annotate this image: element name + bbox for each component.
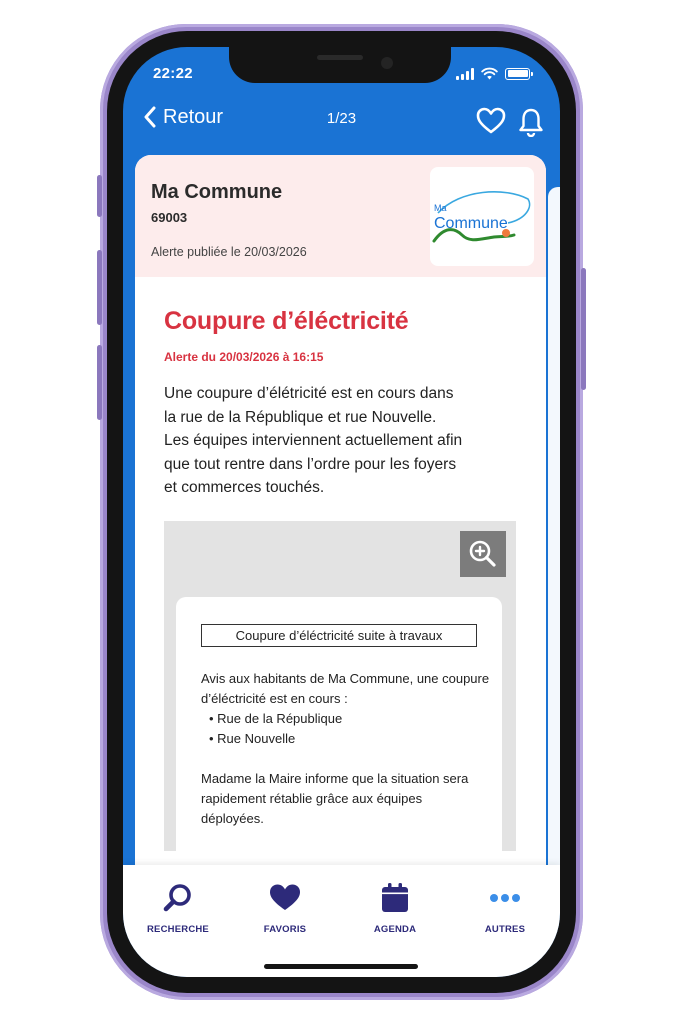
tab-autres[interactable] xyxy=(450,881,560,935)
notice-street-list xyxy=(209,709,502,749)
tab-recherche[interactable] xyxy=(123,881,233,935)
card-body xyxy=(135,277,546,851)
tab-label: AGENDA xyxy=(373,924,417,935)
back-label: Retour xyxy=(163,105,224,128)
published-date: Alerte publiée le 20/03/2026 xyxy=(151,245,307,259)
alert-card xyxy=(135,155,546,895)
calendar-icon xyxy=(380,882,410,914)
next-alert-card-peek[interactable] xyxy=(548,187,560,887)
bottom-tab-bar xyxy=(123,865,560,977)
logo-text-small: Ma xyxy=(434,203,447,213)
status-icons xyxy=(456,67,530,80)
home-indicator[interactable] xyxy=(264,964,418,969)
logo-text-large: Commune xyxy=(434,215,508,232)
zoom-in-icon xyxy=(468,539,498,569)
camera xyxy=(381,57,393,69)
list-item: • Rue Nouvelle xyxy=(209,729,502,749)
tab-favoris[interactable] xyxy=(230,881,340,935)
postal-code: 69003 xyxy=(151,210,188,225)
alert-date: Alerte du 20/03/2026 à 16:15 xyxy=(164,350,324,364)
speaker xyxy=(317,55,363,60)
tab-label: RECHERCHE xyxy=(147,924,209,935)
alert-counter: 1/23 xyxy=(326,110,357,127)
search-icon xyxy=(162,882,194,914)
tab-label: AUTRES xyxy=(484,924,526,935)
tab-label: FAVORIS xyxy=(263,924,307,935)
volume-up-button xyxy=(97,250,102,325)
alert-description: Une coupure d’élétricité est en cours dans la rue de la République et rue Nouvelle. Les équipes interviennent actuellement afin que tout rentre dans l’ordre pour les foyers et commerces touchés. xyxy=(164,385,463,496)
notice-title: Coupure d’éléctricité suite à travaux xyxy=(201,624,477,647)
silent-switch xyxy=(97,175,102,217)
favorite-heart-icon[interactable] xyxy=(476,107,506,135)
status-time: 22:22 xyxy=(153,65,193,82)
notice-intro: Avis aux habitants de Ma Commune, une coupure d’éléctricité est en cours : xyxy=(201,670,490,706)
commune-name: Ma Commune xyxy=(151,181,283,203)
notice-outro: Madame la Maire informe que la situation sera rapidement rétablie grâce aux équipes déployées. xyxy=(201,770,469,826)
commune-logo xyxy=(430,167,534,266)
alert-image[interactable] xyxy=(164,521,516,851)
power-button xyxy=(581,268,586,390)
volume-down-button xyxy=(97,345,102,420)
notice-document xyxy=(176,597,502,851)
bell-icon[interactable] xyxy=(518,107,544,137)
battery-icon xyxy=(505,68,530,80)
nav-actions xyxy=(476,107,544,137)
list-item: • Rue de la République xyxy=(209,709,502,729)
tab-agenda[interactable] xyxy=(340,881,450,935)
heart-icon xyxy=(269,883,301,913)
notch xyxy=(229,47,451,83)
wifi-icon xyxy=(481,67,498,80)
more-icon xyxy=(489,893,521,903)
screen xyxy=(123,47,560,977)
card-header xyxy=(135,155,546,277)
alert-title: Coupure d’éléctricité xyxy=(164,307,409,335)
zoom-button[interactable] xyxy=(460,531,506,577)
signal-icon xyxy=(456,68,474,80)
